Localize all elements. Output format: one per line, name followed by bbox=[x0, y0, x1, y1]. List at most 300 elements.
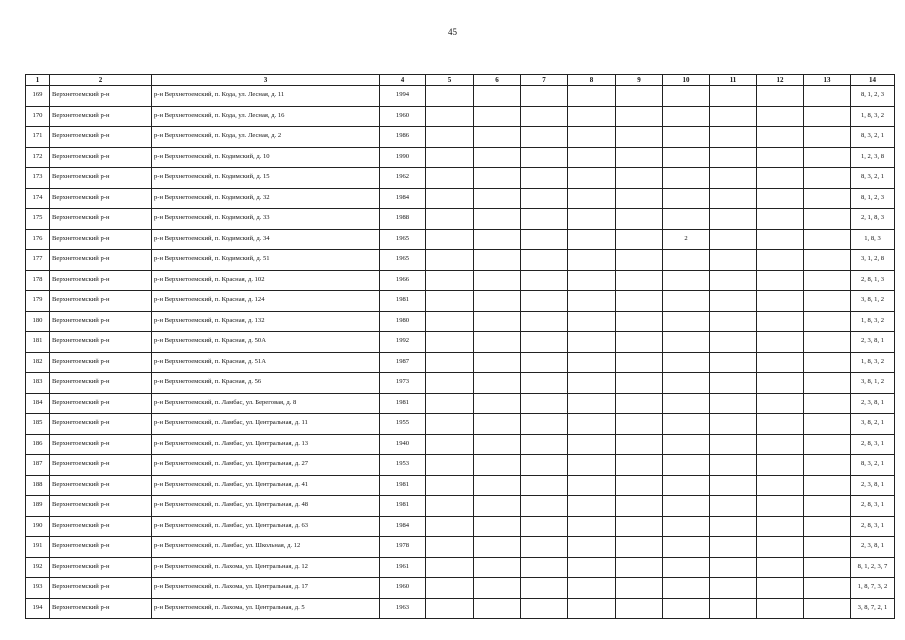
code-cell: 3, 8, 2, 1 bbox=[851, 414, 895, 435]
year-cell: 1984 bbox=[380, 516, 426, 537]
address-cell: р-н Верхнетоемский, п. Красная, д. 102 bbox=[152, 270, 380, 291]
empty-cell bbox=[757, 516, 804, 537]
empty-cell bbox=[757, 332, 804, 353]
address-cell: р-н Верхнетоемский, п. Кодимский, д. 32 bbox=[152, 188, 380, 209]
empty-cell bbox=[804, 393, 851, 414]
district-cell: Верхнетоемский р-н bbox=[50, 209, 152, 230]
district-cell: Верхнетоемский р-н bbox=[50, 557, 152, 578]
empty-cell bbox=[757, 86, 804, 107]
row-number-cell: 176 bbox=[26, 229, 50, 250]
code-cell: 2, 1, 8, 3 bbox=[851, 209, 895, 230]
code-cell: 2, 3, 8, 1 bbox=[851, 475, 895, 496]
empty-cell bbox=[804, 578, 851, 599]
address-cell: р-н Верхнетоемский, п. Кода, ул. Лесная, д. 2 bbox=[152, 127, 380, 148]
empty-cell bbox=[426, 270, 474, 291]
empty-cell bbox=[521, 188, 568, 209]
empty-cell bbox=[521, 598, 568, 619]
table-row bbox=[26, 557, 895, 578]
empty-cell bbox=[426, 311, 474, 332]
address-cell: р-н Верхнетоемский, п. Лахома, ул. Центральная, д. 5 bbox=[152, 598, 380, 619]
empty-cell bbox=[474, 475, 521, 496]
column-header: 13 bbox=[804, 75, 851, 86]
empty-cell bbox=[710, 332, 757, 353]
empty-cell bbox=[568, 188, 616, 209]
column-10-cell bbox=[663, 106, 710, 127]
empty-cell bbox=[757, 434, 804, 455]
district-cell: Верхнетоемский р-н bbox=[50, 475, 152, 496]
address-cell: р-н Верхнетоемский, п. Кода, ул. Лесная, д. 16 bbox=[152, 106, 380, 127]
empty-cell bbox=[568, 311, 616, 332]
district-cell: Верхнетоемский р-н bbox=[50, 106, 152, 127]
column-10-cell bbox=[663, 578, 710, 599]
empty-cell bbox=[616, 557, 663, 578]
code-cell: 2, 8, 3, 1 bbox=[851, 516, 895, 537]
column-10-cell bbox=[663, 291, 710, 312]
code-cell: 3, 1, 2, 8 bbox=[851, 250, 895, 271]
empty-cell bbox=[521, 414, 568, 435]
table-row bbox=[26, 434, 895, 455]
empty-cell bbox=[616, 147, 663, 168]
column-header: 9 bbox=[616, 75, 663, 86]
empty-cell bbox=[426, 516, 474, 537]
empty-cell bbox=[426, 229, 474, 250]
empty-cell bbox=[474, 434, 521, 455]
empty-cell bbox=[616, 106, 663, 127]
empty-cell bbox=[568, 578, 616, 599]
empty-cell bbox=[616, 127, 663, 148]
district-cell: Верхнетоемский р-н bbox=[50, 393, 152, 414]
empty-cell bbox=[568, 496, 616, 517]
empty-cell bbox=[710, 147, 757, 168]
year-cell: 1955 bbox=[380, 414, 426, 435]
empty-cell bbox=[710, 455, 757, 476]
empty-cell bbox=[616, 229, 663, 250]
empty-cell bbox=[474, 516, 521, 537]
column-header: 12 bbox=[757, 75, 804, 86]
empty-cell bbox=[804, 496, 851, 517]
district-cell: Верхнетоемский р-н bbox=[50, 537, 152, 558]
empty-cell bbox=[804, 168, 851, 189]
empty-cell bbox=[804, 537, 851, 558]
empty-cell bbox=[616, 598, 663, 619]
column-10-cell: 2 bbox=[663, 229, 710, 250]
empty-cell bbox=[426, 455, 474, 476]
empty-cell bbox=[757, 106, 804, 127]
district-cell: Верхнетоемский р-н bbox=[50, 414, 152, 435]
empty-cell bbox=[804, 475, 851, 496]
empty-cell bbox=[616, 352, 663, 373]
column-10-cell bbox=[663, 147, 710, 168]
empty-cell bbox=[568, 598, 616, 619]
empty-cell bbox=[474, 209, 521, 230]
row-number-cell: 188 bbox=[26, 475, 50, 496]
district-cell: Верхнетоемский р-н bbox=[50, 434, 152, 455]
column-10-cell bbox=[663, 455, 710, 476]
column-header: 4 bbox=[380, 75, 426, 86]
empty-cell bbox=[710, 496, 757, 517]
empty-cell bbox=[474, 106, 521, 127]
district-cell: Верхнетоемский р-н bbox=[50, 229, 152, 250]
empty-cell bbox=[474, 168, 521, 189]
empty-cell bbox=[521, 578, 568, 599]
empty-cell bbox=[426, 127, 474, 148]
empty-cell bbox=[710, 106, 757, 127]
empty-cell bbox=[521, 229, 568, 250]
empty-cell bbox=[804, 106, 851, 127]
address-cell: р-н Верхнетоемский, п. Красная, д. 51А bbox=[152, 352, 380, 373]
empty-cell bbox=[568, 455, 616, 476]
table-row bbox=[26, 455, 895, 476]
column-10-cell bbox=[663, 496, 710, 517]
empty-cell bbox=[568, 168, 616, 189]
empty-cell bbox=[757, 557, 804, 578]
empty-cell bbox=[710, 86, 757, 107]
empty-cell bbox=[426, 578, 474, 599]
district-cell: Верхнетоемский р-н bbox=[50, 373, 152, 394]
empty-cell bbox=[616, 270, 663, 291]
district-cell: Верхнетоемский р-н bbox=[50, 455, 152, 476]
row-number-cell: 173 bbox=[26, 168, 50, 189]
year-cell: 1953 bbox=[380, 455, 426, 476]
table-row bbox=[26, 291, 895, 312]
empty-cell bbox=[568, 229, 616, 250]
empty-cell bbox=[568, 434, 616, 455]
empty-cell bbox=[521, 393, 568, 414]
empty-cell bbox=[757, 250, 804, 271]
district-cell: Верхнетоемский р-н bbox=[50, 168, 152, 189]
empty-cell bbox=[616, 250, 663, 271]
empty-cell bbox=[474, 250, 521, 271]
empty-cell bbox=[568, 127, 616, 148]
year-cell: 1980 bbox=[380, 311, 426, 332]
empty-cell bbox=[521, 147, 568, 168]
empty-cell bbox=[804, 291, 851, 312]
empty-cell bbox=[426, 557, 474, 578]
row-number-cell: 187 bbox=[26, 455, 50, 476]
empty-cell bbox=[521, 516, 568, 537]
header-row bbox=[26, 75, 895, 86]
empty-cell bbox=[616, 414, 663, 435]
empty-cell bbox=[474, 578, 521, 599]
code-cell: 2, 8, 3, 1 bbox=[851, 496, 895, 517]
empty-cell bbox=[757, 209, 804, 230]
column-header: 2 bbox=[50, 75, 152, 86]
empty-cell bbox=[568, 106, 616, 127]
empty-cell bbox=[710, 352, 757, 373]
empty-cell bbox=[426, 332, 474, 353]
empty-cell bbox=[521, 168, 568, 189]
row-number-cell: 186 bbox=[26, 434, 50, 455]
empty-cell bbox=[804, 229, 851, 250]
empty-cell bbox=[757, 373, 804, 394]
empty-cell bbox=[568, 537, 616, 558]
empty-cell bbox=[616, 86, 663, 107]
empty-cell bbox=[568, 475, 616, 496]
empty-cell bbox=[804, 270, 851, 291]
empty-cell bbox=[474, 393, 521, 414]
empty-cell bbox=[426, 86, 474, 107]
address-cell: р-н Верхнетоемский, п. Ламбас, ул. Школьная, д. 12 bbox=[152, 537, 380, 558]
row-number-cell: 177 bbox=[26, 250, 50, 271]
empty-cell bbox=[616, 475, 663, 496]
table-row bbox=[26, 393, 895, 414]
row-number-cell: 180 bbox=[26, 311, 50, 332]
empty-cell bbox=[757, 393, 804, 414]
empty-cell bbox=[474, 414, 521, 435]
row-number-cell: 170 bbox=[26, 106, 50, 127]
table-row bbox=[26, 414, 895, 435]
year-cell: 1940 bbox=[380, 434, 426, 455]
year-cell: 1987 bbox=[380, 352, 426, 373]
empty-cell bbox=[474, 557, 521, 578]
table-row bbox=[26, 475, 895, 496]
code-cell: 2, 3, 8, 1 bbox=[851, 393, 895, 414]
empty-cell bbox=[474, 188, 521, 209]
empty-cell bbox=[757, 188, 804, 209]
column-10-cell bbox=[663, 127, 710, 148]
year-cell: 1990 bbox=[380, 147, 426, 168]
empty-cell bbox=[710, 229, 757, 250]
address-cell: р-н Верхнетоемский, п. Кодимский, д. 51 bbox=[152, 250, 380, 271]
table-row bbox=[26, 578, 895, 599]
empty-cell bbox=[568, 291, 616, 312]
table-row bbox=[26, 516, 895, 537]
empty-cell bbox=[521, 455, 568, 476]
empty-cell bbox=[426, 475, 474, 496]
district-cell: Верхнетоемский р-н bbox=[50, 188, 152, 209]
district-cell: Верхнетоемский р-н bbox=[50, 270, 152, 291]
column-10-cell bbox=[663, 537, 710, 558]
code-cell: 2, 8, 3, 1 bbox=[851, 434, 895, 455]
row-number-cell: 194 bbox=[26, 598, 50, 619]
row-number-cell: 171 bbox=[26, 127, 50, 148]
empty-cell bbox=[616, 188, 663, 209]
empty-cell bbox=[426, 434, 474, 455]
empty-cell bbox=[804, 188, 851, 209]
empty-cell bbox=[426, 168, 474, 189]
district-cell: Верхнетоемский р-н bbox=[50, 291, 152, 312]
code-cell: 3, 8, 1, 2 bbox=[851, 373, 895, 394]
district-cell: Верхнетоемский р-н bbox=[50, 496, 152, 517]
empty-cell bbox=[616, 455, 663, 476]
address-cell: р-н Верхнетоемский, п. Кодимский, д. 15 bbox=[152, 168, 380, 189]
code-cell: 1, 8, 3, 2 bbox=[851, 311, 895, 332]
empty-cell bbox=[616, 168, 663, 189]
empty-cell bbox=[710, 250, 757, 271]
empty-cell bbox=[568, 557, 616, 578]
column-10-cell bbox=[663, 250, 710, 271]
year-cell: 1960 bbox=[380, 106, 426, 127]
address-cell: р-н Верхнетоемский, п. Красная, д. 132 bbox=[152, 311, 380, 332]
table-row bbox=[26, 352, 895, 373]
code-cell: 8, 1, 2, 3, 7 bbox=[851, 557, 895, 578]
empty-cell bbox=[426, 496, 474, 517]
table-row bbox=[26, 373, 895, 394]
empty-cell bbox=[616, 578, 663, 599]
year-cell: 1963 bbox=[380, 598, 426, 619]
empty-cell bbox=[710, 311, 757, 332]
code-cell: 1, 8, 3 bbox=[851, 229, 895, 250]
column-header: 10 bbox=[663, 75, 710, 86]
row-number-cell: 185 bbox=[26, 414, 50, 435]
empty-cell bbox=[521, 496, 568, 517]
empty-cell bbox=[710, 291, 757, 312]
empty-cell bbox=[474, 598, 521, 619]
empty-cell bbox=[474, 229, 521, 250]
empty-cell bbox=[474, 270, 521, 291]
empty-cell bbox=[757, 168, 804, 189]
empty-cell bbox=[568, 516, 616, 537]
district-cell: Верхнетоемский р-н bbox=[50, 86, 152, 107]
row-number-cell: 169 bbox=[26, 86, 50, 107]
address-cell: р-н Верхнетоемский, п. Красная, д. 56 bbox=[152, 373, 380, 394]
empty-cell bbox=[757, 537, 804, 558]
empty-cell bbox=[474, 537, 521, 558]
empty-cell bbox=[474, 291, 521, 312]
column-header: 14 bbox=[851, 75, 895, 86]
row-number-cell: 191 bbox=[26, 537, 50, 558]
district-cell: Верхнетоемский р-н bbox=[50, 332, 152, 353]
column-header: 1 bbox=[26, 75, 50, 86]
empty-cell bbox=[616, 332, 663, 353]
row-number-cell: 179 bbox=[26, 291, 50, 312]
code-cell: 3, 8, 1, 2 bbox=[851, 291, 895, 312]
empty-cell bbox=[757, 475, 804, 496]
empty-cell bbox=[616, 311, 663, 332]
column-10-cell bbox=[663, 86, 710, 107]
year-cell: 1981 bbox=[380, 496, 426, 517]
year-cell: 1965 bbox=[380, 229, 426, 250]
column-10-cell bbox=[663, 598, 710, 619]
district-cell: Верхнетоемский р-н bbox=[50, 516, 152, 537]
empty-cell bbox=[804, 147, 851, 168]
empty-cell bbox=[616, 373, 663, 394]
year-cell: 1961 bbox=[380, 557, 426, 578]
empty-cell bbox=[757, 578, 804, 599]
table-row bbox=[26, 496, 895, 517]
column-10-cell bbox=[663, 332, 710, 353]
row-number-cell: 178 bbox=[26, 270, 50, 291]
address-cell: р-н Верхнетоемский, п. Ламбас, ул. Береговая, д. 8 bbox=[152, 393, 380, 414]
column-10-cell bbox=[663, 270, 710, 291]
row-number-cell: 190 bbox=[26, 516, 50, 537]
empty-cell bbox=[804, 127, 851, 148]
column-header: 5 bbox=[426, 75, 474, 86]
table-row bbox=[26, 168, 895, 189]
empty-cell bbox=[804, 434, 851, 455]
row-number-cell: 174 bbox=[26, 188, 50, 209]
district-cell: Верхнетоемский р-н bbox=[50, 127, 152, 148]
address-cell: р-н Верхнетоемский, п. Лахома, ул. Центральная, д. 17 bbox=[152, 578, 380, 599]
code-cell: 1, 8, 3, 2 bbox=[851, 106, 895, 127]
address-cell: р-н Верхнетоемский, п. Кодимский, д. 34 bbox=[152, 229, 380, 250]
empty-cell bbox=[616, 393, 663, 414]
column-10-cell bbox=[663, 352, 710, 373]
empty-cell bbox=[710, 373, 757, 394]
row-number-cell: 183 bbox=[26, 373, 50, 394]
empty-cell bbox=[568, 352, 616, 373]
district-cell: Верхнетоемский р-н bbox=[50, 147, 152, 168]
address-cell: р-н Верхнетоемский, п. Кодимский, д. 33 bbox=[152, 209, 380, 230]
empty-cell bbox=[474, 311, 521, 332]
empty-cell bbox=[710, 270, 757, 291]
year-cell: 1981 bbox=[380, 475, 426, 496]
table-row bbox=[26, 209, 895, 230]
empty-cell bbox=[474, 332, 521, 353]
empty-cell bbox=[710, 475, 757, 496]
empty-cell bbox=[804, 516, 851, 537]
empty-cell bbox=[757, 352, 804, 373]
empty-cell bbox=[426, 537, 474, 558]
code-cell: 1, 8, 3, 2 bbox=[851, 352, 895, 373]
empty-cell bbox=[568, 147, 616, 168]
empty-cell bbox=[710, 209, 757, 230]
district-cell: Верхнетоемский р-н bbox=[50, 352, 152, 373]
table-row bbox=[26, 106, 895, 127]
empty-cell bbox=[757, 414, 804, 435]
empty-cell bbox=[474, 352, 521, 373]
district-cell: Верхнетоемский р-н bbox=[50, 250, 152, 271]
row-number-cell: 189 bbox=[26, 496, 50, 517]
district-cell: Верхнетоемский р-н bbox=[50, 578, 152, 599]
empty-cell bbox=[521, 352, 568, 373]
year-cell: 1978 bbox=[380, 537, 426, 558]
column-10-cell bbox=[663, 209, 710, 230]
empty-cell bbox=[568, 414, 616, 435]
year-cell: 1981 bbox=[380, 393, 426, 414]
table-row bbox=[26, 147, 895, 168]
column-10-cell bbox=[663, 557, 710, 578]
page-number: 45 bbox=[448, 27, 457, 37]
empty-cell bbox=[804, 414, 851, 435]
column-10-cell bbox=[663, 188, 710, 209]
empty-cell bbox=[521, 127, 568, 148]
empty-cell bbox=[804, 557, 851, 578]
empty-cell bbox=[426, 291, 474, 312]
row-number-cell: 184 bbox=[26, 393, 50, 414]
address-cell: р-н Верхнетоемский, п. Ламбас, ул. Центральная, д. 27 bbox=[152, 455, 380, 476]
empty-cell bbox=[710, 434, 757, 455]
empty-cell bbox=[521, 475, 568, 496]
code-cell: 1, 2, 3, 8 bbox=[851, 147, 895, 168]
column-header: 6 bbox=[474, 75, 521, 86]
empty-cell bbox=[568, 86, 616, 107]
address-cell: р-н Верхнетоемский, п. Кодимский, д. 10 bbox=[152, 147, 380, 168]
empty-cell bbox=[521, 332, 568, 353]
empty-cell bbox=[474, 455, 521, 476]
column-10-cell bbox=[663, 434, 710, 455]
empty-cell bbox=[757, 270, 804, 291]
address-cell: р-н Верхнетоемский, п. Ламбас, ул. Центральная, д. 48 bbox=[152, 496, 380, 517]
address-cell: р-н Верхнетоемский, п. Ламбас, ул. Центральная, д. 41 bbox=[152, 475, 380, 496]
code-cell: 8, 1, 2, 3 bbox=[851, 188, 895, 209]
address-cell: р-н Верхнетоемский, п. Красная, д. 50А bbox=[152, 332, 380, 353]
year-cell: 1973 bbox=[380, 373, 426, 394]
row-number-cell: 192 bbox=[26, 557, 50, 578]
empty-cell bbox=[426, 414, 474, 435]
year-cell: 1986 bbox=[380, 127, 426, 148]
table-row bbox=[26, 250, 895, 271]
empty-cell bbox=[616, 537, 663, 558]
empty-cell bbox=[426, 598, 474, 619]
empty-cell bbox=[804, 455, 851, 476]
column-10-cell bbox=[663, 393, 710, 414]
empty-cell bbox=[568, 393, 616, 414]
empty-cell bbox=[521, 86, 568, 107]
empty-cell bbox=[710, 537, 757, 558]
column-header: 8 bbox=[568, 75, 616, 86]
empty-cell bbox=[804, 86, 851, 107]
